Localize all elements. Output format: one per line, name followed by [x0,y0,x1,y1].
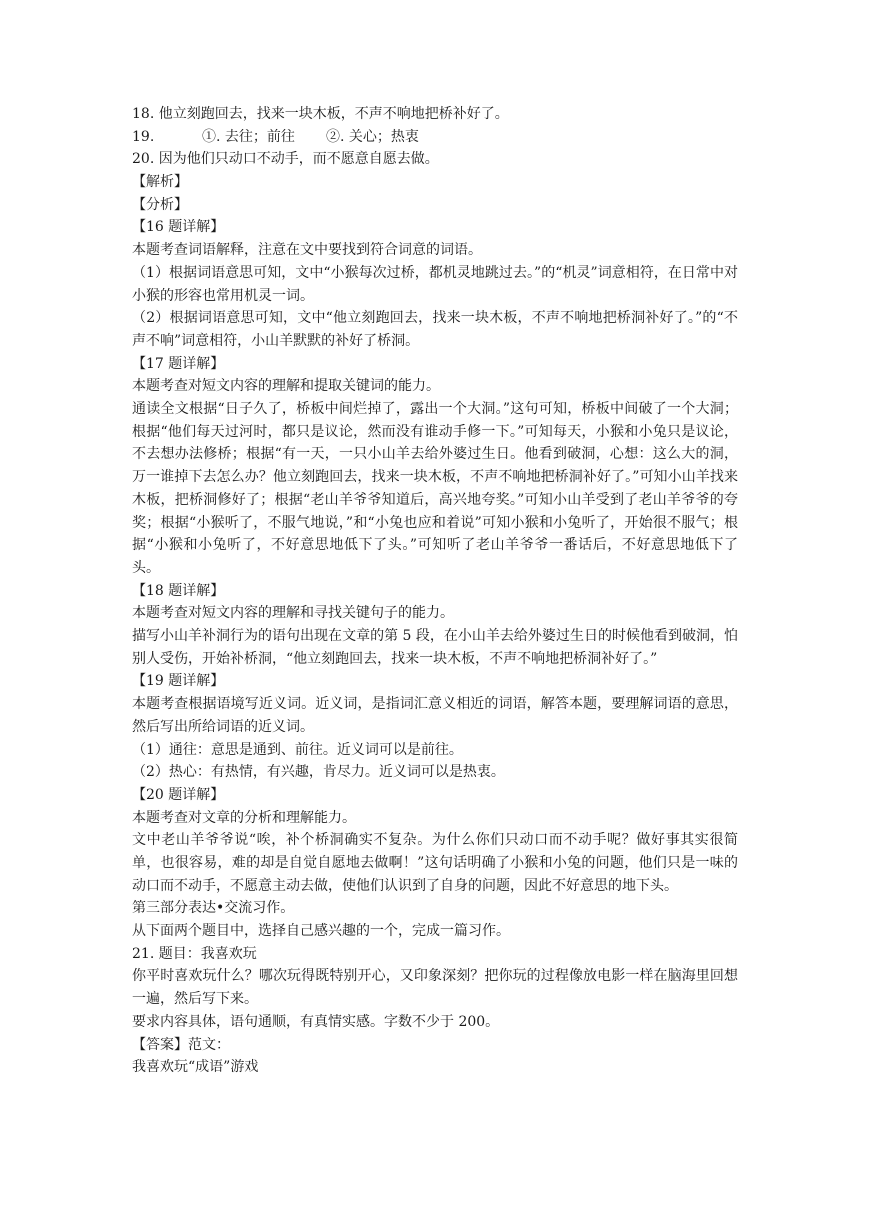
q16-point-2: （2）根据词语意思可知，文中“他立刻跑回去，找来一块木板，不声不响地把桥洞补好了。”的“不声不响”词意相符，小山羊默默的补好了桥洞。 [132,310,738,349]
heading-q18-detail: 【18 题详解】 [132,582,225,599]
q19-point-1: （1）通往：意思是通到、前往。近义词可以是前往。 [132,741,463,758]
heading-q19-detail: 【19 题详解】 [132,673,225,690]
answer-19-blank-2: ②. 关心；热衷 [326,128,419,145]
answer-20: 20. 因为他们只动口不动手，而不愿意自愿去做。 [132,151,439,168]
q19-intro: 本题考查根据语境写近义词。近义词，是指词汇意义相近的词语，解答本题，要理解词语的意思，然后写出所给词语的近义词。 [132,696,738,735]
question-21-title: 21. 题目：我喜欢玩 [132,945,257,962]
heading-q20-detail: 【20 题详解】 [132,786,225,803]
document-page [132,103,738,1079]
composition-instruction: 从下面两个题目中，选择自己感兴趣的一个，完成一篇习作。 [132,923,510,940]
q20-intro: 本题考查对文章的分析和理解能力。 [132,809,356,826]
heading-breakdown: 【分析】 [132,196,188,213]
q17-intro: 本题考查对短文内容的理解和提取关键词的能力。 [132,378,440,395]
q18-intro: 本题考查对短文内容的理解和寻找关键句子的能力。 [132,605,454,622]
answer-19-number: 19. [132,128,155,145]
q18-body: 描写小山羊补洞行为的语句出现在文章的第 5 段，在小山羊去给外婆过生日的时候他看到破洞，怕别人受伤，开始补桥洞，“他立刻跑回去，找来一块木板，不声不响地把桥洞补好了。” [132,628,738,667]
answer-19 [132,126,738,149]
heading-q16-detail: 【16 题详解】 [132,219,225,236]
q17-body: 通读全文根据“日子久了，桥板中间烂掉了，露出一个大洞。”这句可知，桥板中间破了一个大洞；根据“他们每天过河时，都只是议论，然而没有谁动手修一下。”可知每天，小猴和小兔只是议论，不去想办法修桥；根据“有一天，一只小山羊去给外婆过生日。他看到破洞，心想：这么大的洞，万一谁掉下去怎么办？他立刻跑回去，找来一块木板，不声不响地把桥洞补好了。”可知小山羊找来木板，把桥洞修好了；根据“老山羊爷爷知道后，高兴地夸奖。”可知小山羊受到了老山羊爷爷的夸奖；根据“小猴听了，不服气地说，”和“小兔也应和着说”可知小猴和小兔听了，开始很不服气；根据“小猴和小兔听了，不好意思地低下了头。”可知听了老山羊爷爷一番话后，不好意思地低下了头。 [132,401,738,576]
q20-body: 文中老山羊爷爷说“唉，补个桥洞确实不复杂。为什么你们只动口而不动手呢？做好事其实很简单，也很容易，难的却是自觉自愿地去做啊！”这句话明确了小猴和小兔的问题，他们只是一味的动口而不动手，不愿意主动去做，使他们认识到了自身的问题，因此不好意思的地下头。 [132,832,738,894]
sample-essay-title: 我喜欢玩“成语”游戏 [132,1059,259,1076]
section-3-title: 第三部分表达•交流习作。 [132,900,295,917]
question-21-prompt: 你平时喜欢玩什么？哪次玩得既特别开心，又印象深刻？把你玩的过程像放电影一样在脑海里回想一遍，然后写下来。 [132,968,738,1008]
question-21-requirements: 要求内容具体，语句通顺，有真情实感。字数不少于 200。 [132,1013,500,1030]
q16-intro: 本题考查词语解释，注意在文中要找到符合词意的词语。 [132,242,482,259]
answer-sample-label: 【答案】范文： [132,1036,230,1053]
heading-q17-detail: 【17 题详解】 [132,355,225,372]
heading-analysis: 【解析】 [132,174,188,191]
answer-18: 18. 他立刻跑回去，找来一块木板，不声不响地把桥补好了。 [132,106,509,122]
answer-19-blank-1: ①. 去往；前往 [202,128,295,145]
q16-point-1: （1）根据词语意思可知，文中“小猴每次过桥，都机灵地跳过去。”的“机灵”词意相符，在日常中对小猴的形容也常用机灵一词。 [132,264,738,304]
q19-point-2: （2）热心：有热情，有兴趣，肯尽力。近义词可以是热衷。 [132,764,505,781]
